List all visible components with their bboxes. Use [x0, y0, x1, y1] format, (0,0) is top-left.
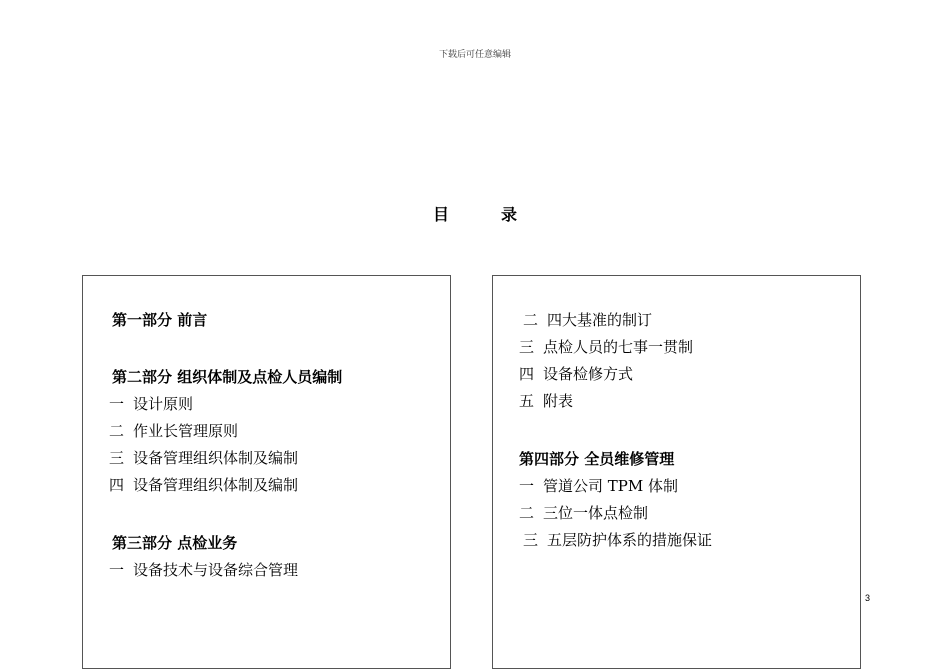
header-note: 下载后可任意编辑: [438, 50, 511, 60]
toc-item-text: 管道公司 TPM 体制: [543, 477, 679, 495]
toc-item: [519, 476, 678, 496]
toc-item: [519, 364, 633, 384]
title-char-2: 录: [501, 205, 518, 224]
toc-item: [109, 560, 298, 580]
toc-item-number: 一: [519, 477, 535, 495]
toc-item: [519, 503, 648, 523]
toc-item: [109, 475, 298, 495]
toc-item-text: 附表: [543, 392, 574, 410]
toc-right-panel: [492, 275, 861, 669]
toc-item: [109, 421, 238, 441]
toc-item-number: 三: [109, 449, 125, 467]
toc-item-text: 点检人员的七事一贯制: [543, 338, 694, 356]
toc-item-number: 一: [109, 561, 125, 579]
toc-item-text: 作业长管理原则: [133, 422, 239, 440]
part2-heading: 第二部分 组织体制及点检人员编制: [112, 368, 343, 386]
toc-item: [109, 394, 193, 414]
part1-heading: 第一部分 前言: [112, 311, 208, 329]
toc-item-text: 设备检修方式: [543, 365, 634, 383]
toc-item-number: 一: [109, 395, 125, 413]
toc-item-number: 二: [109, 422, 125, 440]
toc-item-text: 四大基准的制订: [547, 311, 653, 329]
toc-item-number: 三: [523, 531, 539, 549]
toc-item: [519, 337, 693, 357]
page-number: 3: [865, 593, 871, 603]
toc-left-panel: [82, 275, 451, 669]
toc-item-text: 五层防护体系的措施保证: [547, 531, 713, 549]
toc-item-text: 设备技术与设备综合管理: [133, 561, 299, 579]
part3-heading: 第三部分 点检业务: [112, 534, 238, 552]
toc-item-text: 设备管理组织体制及编制: [133, 476, 299, 494]
toc-item-number: 二: [523, 311, 539, 329]
toc-item-number: 二: [519, 504, 535, 522]
toc-item: [523, 530, 712, 550]
toc-item-number: 三: [519, 338, 535, 356]
toc-item-number: 四: [109, 476, 125, 494]
toc-item-number: 五: [519, 392, 535, 410]
part4-heading: 第四部分 全员维修管理: [519, 450, 675, 468]
toc-item-text: 设备管理组织体制及编制: [133, 449, 299, 467]
toc-item: [519, 391, 573, 411]
toc-item: [109, 448, 298, 468]
toc-item-text: 设计原则: [133, 395, 194, 413]
title-char-1: 目: [432, 205, 449, 224]
toc-item-text: 三位一体点检制: [543, 504, 649, 522]
toc-item-number: 四: [519, 365, 535, 383]
document-title: [0, 202, 950, 225]
toc-item: [523, 310, 652, 330]
